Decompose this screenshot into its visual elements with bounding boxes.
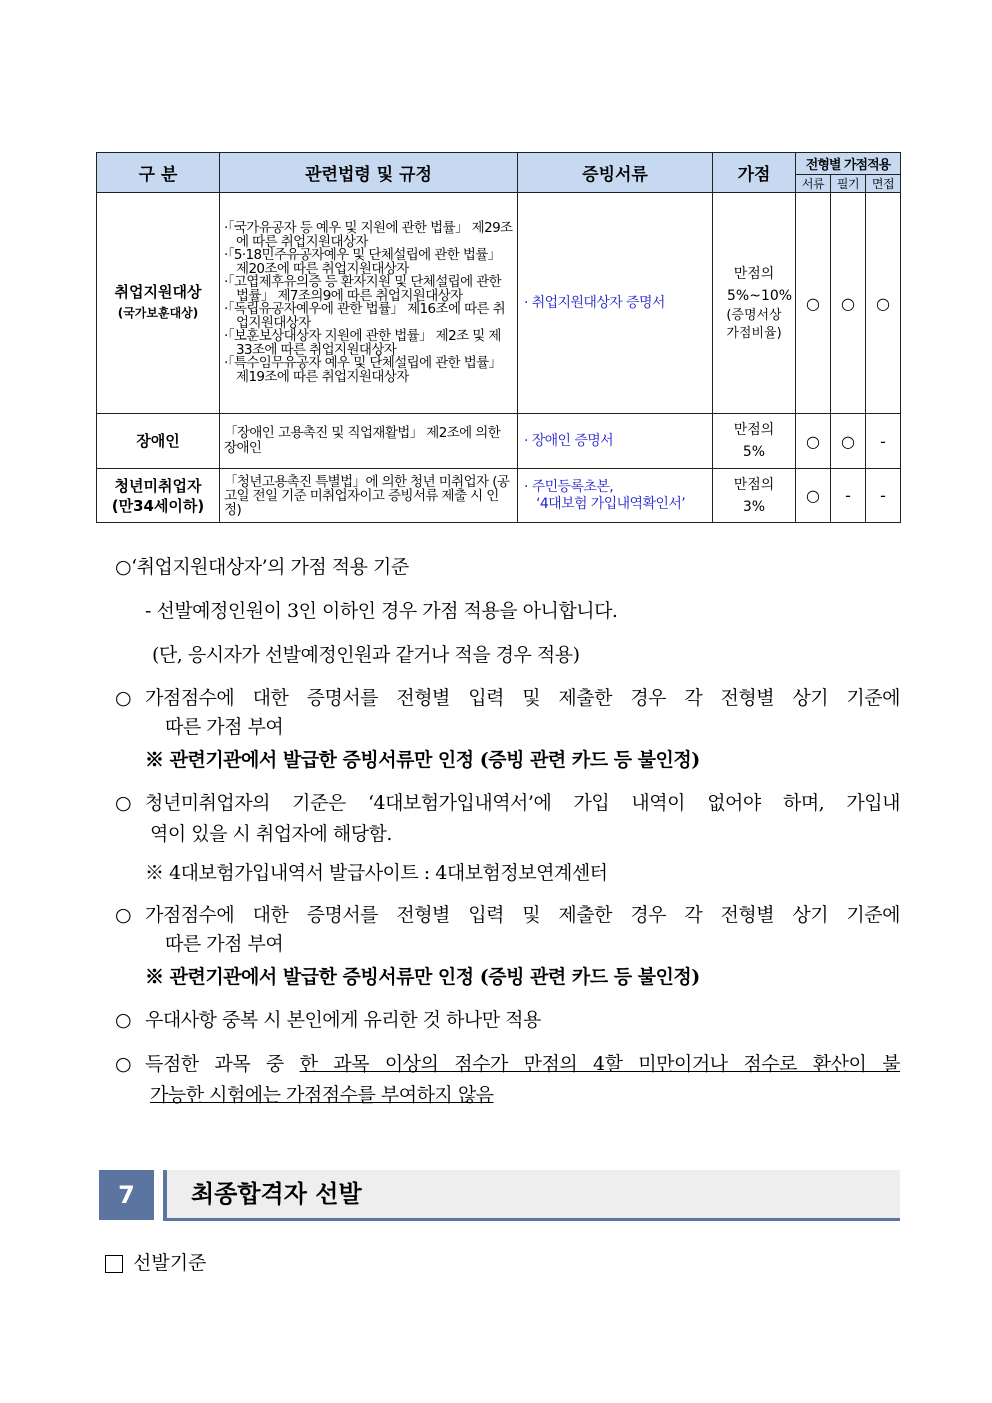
mark-doc-stage: ○ [796,193,831,414]
note-underlined-text: 가능한 시험에는 가점점수를 부여하지 않음 [150,1084,494,1106]
row-laws [220,193,518,414]
row-points [713,414,796,469]
points-main: 만점의 5%~10% [727,266,793,304]
category-label: 청년미취업자 [114,476,202,495]
checkbox-icon [105,1255,123,1273]
law-item: ·「보훈보상대상자 지원에 관한 법률」 제2조 및 제33조에 따른 취업지원대상자 [224,328,501,358]
header-laws: 관련법령 및 규정 [220,153,518,193]
points-main: 만점의 3% [733,476,775,515]
points-sub: (증명서상 가점비율) [726,308,782,341]
circle-bullet: ○ [115,687,132,709]
table-row [97,414,901,469]
section-title: 최종합격자 선발 [191,1180,362,1208]
note-text: ○‘취업지원대상자’의 가점 적용 기준 [115,556,409,578]
row-category [97,414,220,469]
row-laws [220,414,518,469]
row-category [97,193,220,414]
note-line [145,1050,900,1079]
note-text: - 선발예정인원이 3인 이하인 경우 가점 적용을 아니합니다. [145,600,618,622]
row-docs [518,414,713,469]
doc-item: · 장애인 증명서 [524,432,614,449]
circle-bullet: ○ [115,904,132,926]
law-item: ·「고엽제후유의증 등 환자지원 및 단체설립에 관한 법률」 제7조의9에 따른 취업지원대상자 [224,274,502,304]
table-row [97,469,901,523]
note-underlined-text: 한 과목 이상의 점수가 만점의 4할 미만이거나 점수로 환산이 불 [299,1053,900,1075]
header-docs: 증빙서류 [518,153,713,193]
note-reference: ※ 4대보험가입내역서 발급사이트 : 4대보험정보연계센터 [145,862,608,884]
mark-interview-stage: - [866,414,901,469]
circle-bullet: ○ [115,792,132,814]
row-docs [518,193,713,414]
header-stage-interview: 면접 [866,175,901,193]
law-item: 「청년고용촉진 특별법」에 의한 청년 미취업자 (공고일 전일 기준 미취업자이고 증빙서류 제출 시 인정) [224,473,510,518]
points-main: 만점의 5% [733,422,775,460]
note-text: 청년미취업자의 기준은 ‘4대보험가입내역서’에 가입 내역이 없어야 하며, 가입내 [145,792,900,814]
bonus-points-table [96,152,901,523]
mark-written-stage: - [831,469,866,523]
circle-bullet: ○ [115,1053,132,1075]
mark-interview-stage: - [866,469,901,523]
note-text: 따른 가점 부여 [165,716,284,738]
note-text: 우대사항 중복 시 본인에게 유리한 것 하나만 적용 [145,1009,541,1031]
category-sub: (만34세이하) [111,496,205,515]
header-stage-doc: 서류 [796,175,831,193]
table-row [97,193,901,414]
law-item: ·「5·18민주유공자예우 및 단체설립에 관한 법률」 제20조에 따른 취업지원대상자 [224,247,501,277]
mark-written-stage: ○ [831,193,866,414]
category-label: 장애인 [136,431,180,450]
header-stage-written: 필기 [831,175,866,193]
note-text: 가점점수에 대한 증명서를 전형별 입력 및 제출한 경우 각 전형별 상기 기준에 [145,687,900,709]
mark-written-stage: ○ [831,414,866,469]
doc-item: ‘4대보험 가입내역확인서’ [536,495,686,512]
section-number: 7 [99,1170,154,1220]
row-docs [518,469,713,523]
mark-interview-stage: ○ [866,193,901,414]
row-laws [220,469,518,523]
section-title-bar [163,1170,900,1221]
row-points [713,469,796,523]
note-reference: ※ 관련기관에서 발급한 증빙서류만 인정 (증빙 관련 카드 등 불인정) [145,749,700,771]
doc-item: · 취업지원대상자 증명서 [524,294,665,311]
law-item: ·「국가유공자 등 예우 및 지원에 관한 법률」 제29조에 따른 취업지원대상자 [224,220,513,250]
note-text: 가점점수에 대한 증명서를 전형별 입력 및 제출한 경우 각 전형별 상기 기준에 [145,904,900,926]
header-points: 가점 [713,153,796,193]
note-text: (단, 응시자가 선발예정인원과 같거나 적을 경우 적용) [152,644,580,666]
law-item: 「장애인 고용촉진 및 직업재활법」 제2조에 의한 장애인 [224,425,501,456]
note-reference: ※ 관련기관에서 발급한 증빙서류만 인정 (증빙 관련 카드 등 불인정) [145,966,700,988]
law-item: ·「독립유공자예우에 관한 법률」 제16조에 따른 취업지원대상자 [224,301,506,331]
circle-bullet: ○ [115,1009,132,1031]
note-text: 따른 가점 부여 [165,933,284,955]
row-points [713,193,796,414]
row-category [97,469,220,523]
mark-doc-stage: ○ [796,469,831,523]
mark-doc-stage: ○ [796,414,831,469]
category-sub: (국가보훈대상) [117,306,199,320]
header-stage-group: 전형별 가점적용 [796,153,901,175]
law-item: ·「특수임무유공자 예우 및 단체설립에 관한 법률」 제19조에 따른 취업지원대상자 [224,355,502,385]
doc-item: · 주민등록초본, [524,478,614,495]
section-header [99,1170,900,1222]
note-text: 역이 있을 시 취업자에 해당함. [150,823,392,845]
selection-criteria-label: 선발기준 [133,1252,207,1274]
category-label: 취업지원대상 [114,283,202,301]
note-text: 득점한 과목 중 [145,1053,300,1075]
header-category: 구 분 [97,153,220,193]
